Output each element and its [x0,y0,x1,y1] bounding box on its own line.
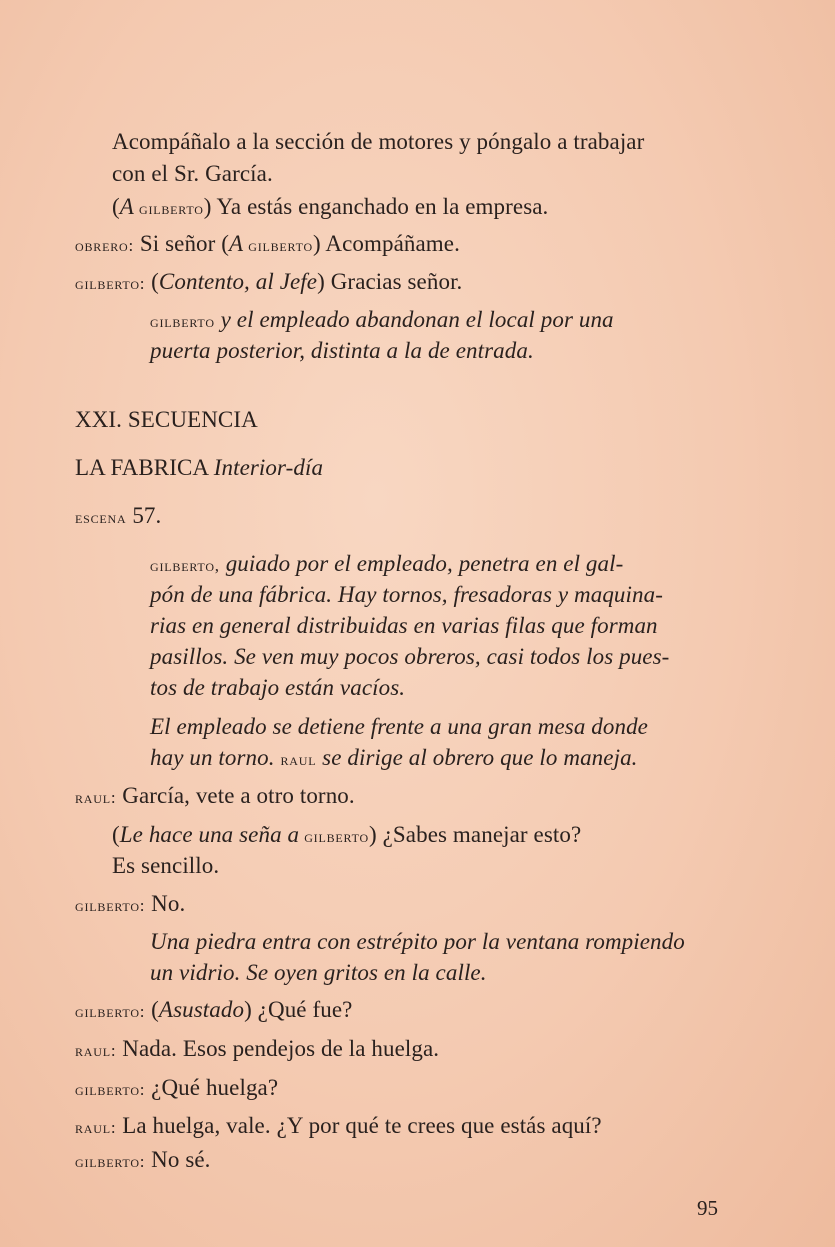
page-number: 95 [697,1196,718,1220]
text-run: Si señor ( [134,231,230,256]
stage-direction-line [150,643,669,671]
dialogue-line [75,1074,278,1104]
italic-text: Le hace una seña a [119,822,300,847]
stage-direction-line [150,713,648,741]
character-name: raul: [75,1118,117,1137]
stage-direction-line [150,674,405,702]
character-name: raul [280,750,317,769]
italic-text: pasillos. Se ven muy pocos obreros, casi todos los pues- [150,644,670,669]
dialogue-line [75,996,352,1026]
character-name: gilberto [150,312,215,331]
italic-text: y el empleado abandonan el local por una [214,307,614,332]
italic-text: A [229,231,244,256]
text-run: ¿Qué huelga? [145,1075,279,1100]
dialogue-line [75,1112,602,1142]
character-name: gilberto: [75,1152,146,1171]
sequence-heading [75,406,258,434]
text-run: García, vete a otro torno. [116,783,355,808]
stage-direction-line [150,581,663,609]
stage-direction-line [150,959,487,987]
character-name: gilberto, [150,556,220,575]
text-run: ) Gracias señor. [317,269,463,294]
text-run: ( [112,822,120,847]
character-name: gilberto [243,236,314,255]
dialogue-line [75,1035,439,1065]
text-run: ( [112,194,120,219]
italic-text: Una piedra entra con estrépito por la ventana rompiendo [150,929,685,954]
text-run: Es sencillo. [112,853,220,878]
text-run: ) ¿Sabes manejar esto? [369,822,582,847]
stage-direction-line [150,744,638,774]
stage-direction-line [150,337,534,365]
italic-text: un vidrio. Se oyen gritos en la calle. [150,960,487,985]
italic-text: puerta posterior, distinta a la de entrada. [150,338,534,363]
italic-text: Asustado [158,997,245,1022]
italic-text: Contento, al Jefe [158,269,318,294]
text-run: XXI. SECUENCIA [75,407,258,432]
italic-text: tos de trabajo están vacíos. [150,675,406,700]
dialogue-line [112,821,581,851]
character-name: raul: [75,788,117,807]
text-run: ( [145,997,159,1022]
location-heading [75,454,323,482]
text-run: La huelga, vale. ¿Y por qué te crees que estás aquí? [116,1113,602,1138]
text-run: con el Sr. García. [112,161,273,186]
stage-direction-line [150,306,614,336]
text-run: ) ¿Qué fue? [244,997,353,1022]
text-run: ( [145,269,159,294]
italic-text: A [119,194,134,219]
dialogue-line [112,160,273,188]
character-name: raul: [75,1041,117,1060]
character-name: gilberto [133,199,204,218]
character-name: gilberto: [75,274,146,293]
dialogue-line [112,852,219,880]
italic-text: Interior-día [213,455,324,480]
character-name: gilberto: [75,896,146,915]
character-name: obrero: [75,236,134,255]
stage-direction-line [150,550,623,580]
text-run: ) Ya estás enganchado en la empresa. [203,194,549,219]
scene-heading [75,502,161,532]
text-run: ) Acompáñame. [313,231,460,256]
character-name: gilberto [299,827,369,846]
italic-text: pón de una fábrica. Hay tornos, fresadoras y maquina- [150,582,663,607]
dialogue-line [112,128,644,156]
character-name: escena [75,508,127,527]
italic-text: guiado por el empleado, penetra en el gal- [219,551,624,576]
stage-direction-line [150,612,658,640]
dialogue-line [112,193,548,223]
italic-text: El empleado se detiene frente a una gran mesa donde [150,714,648,739]
dialogue-line [75,890,185,920]
italic-text: rias en general distribuidas en varias filas que forman [150,613,658,638]
text-run: LA FABRICA [75,455,214,480]
stage-direction-line [150,928,685,956]
text-run: Acompáñalo a la sección de motores y póngalo a trabajar [112,129,645,154]
dialogue-line [75,268,462,298]
text-run: No. [145,891,186,916]
character-name: gilberto: [75,1002,146,1021]
italic-text: se dirige al obrero que lo maneja. [316,745,638,770]
character-name: gilberto: [75,1080,146,1099]
dialogue-line [75,1146,211,1176]
text-run: Nada. Esos pendejos de la huelga. [116,1036,440,1061]
dialogue-line [75,782,355,812]
dialogue-line [75,230,460,260]
text-run: No sé. [145,1147,211,1172]
text-run: 57. [126,503,162,528]
italic-text: hay un torno. [150,745,281,770]
